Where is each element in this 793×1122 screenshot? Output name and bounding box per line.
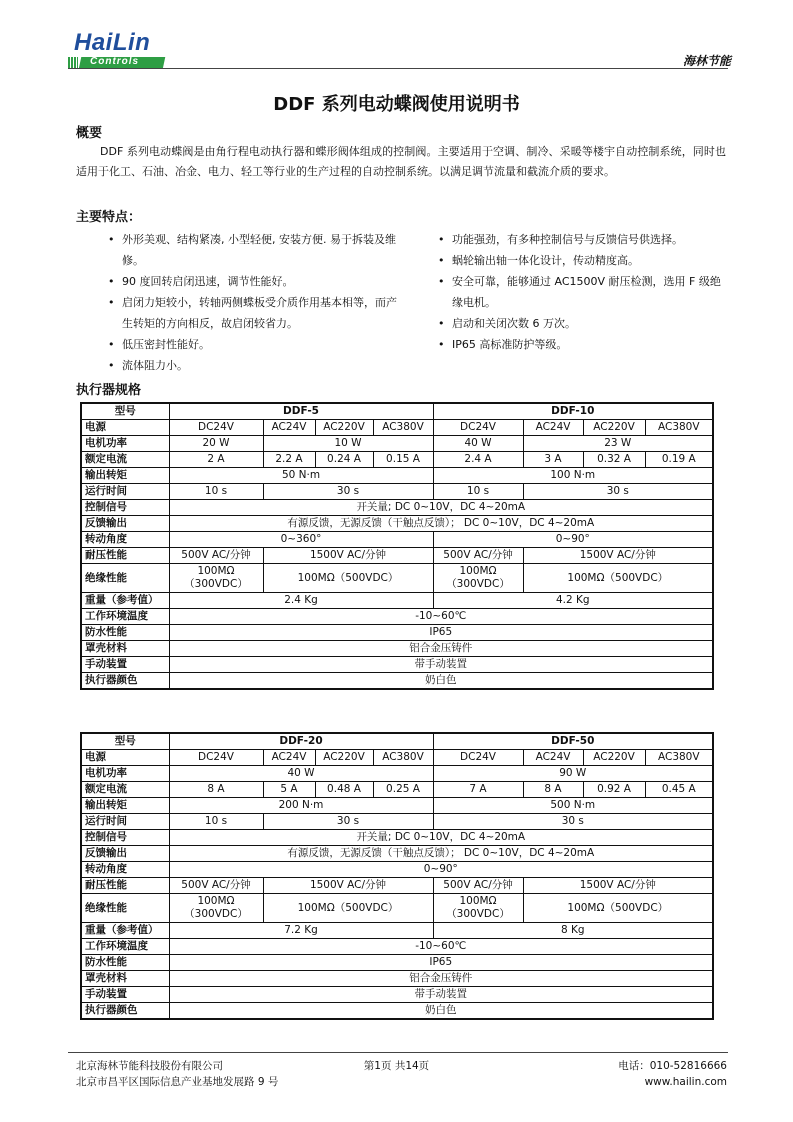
hailin-logo [68,30,168,70]
table-cell: 10 W [263,436,433,452]
table-cell: 500V AC/分钟 [433,548,523,564]
table-cell: -10~60℃ [169,939,713,955]
footer-right [618,1058,727,1090]
row-label: 重量（参考值） [81,593,169,609]
table-cell: 100MΩ（500VDC） [263,564,433,593]
table-cell: 0.32 A [583,452,645,468]
row-label: 绝缘性能 [81,894,169,923]
table-row [81,955,713,971]
table-row [81,1003,713,1020]
footer-address: 北京市昌平区国际信息产业基地发展路 9 号 [76,1076,279,1088]
table-cell: 500V AC/分钟 [169,548,263,564]
spec-table-ddf20-ddf50 [80,732,714,1020]
table-cell: 500V AC/分钟 [433,878,523,894]
table-row [81,609,713,625]
table-cell: 30 s [263,814,433,830]
row-label: 控制信号 [81,830,169,846]
table-cell: AC220V [583,750,645,766]
row-label: 反馈输出 [81,516,169,532]
table-cell: 20 W [169,436,263,452]
table-cell: 0~90° [169,862,713,878]
table-cell: 3 A [523,452,583,468]
table-cell: IP65 [169,625,713,641]
table-cell: DC24V [169,420,263,436]
table-cell: 40 W [433,436,523,452]
model-label: 型号 [81,403,169,420]
table-cell: 0.24 A [315,452,373,468]
table-cell: 30 s [433,814,713,830]
table-row [81,750,713,766]
table-row [81,452,713,468]
table-row [81,733,713,750]
table-cell: 100MΩ （300VDC） [169,894,263,923]
table-cell: 开关量; DC 0~10V，DC 4~20mA [169,830,713,846]
row-label: 绝缘性能 [81,564,169,593]
row-label: 防水性能 [81,955,169,971]
table-cell: 4.2 Kg [433,593,713,609]
row-label: 罩壳材料 [81,641,169,657]
table-row [81,878,713,894]
table-cell: 0~90° [433,532,713,548]
page-number: 第1页 共14页 [363,1060,430,1072]
table-cell: AC380V [373,750,433,766]
table-cell: 带手动装置 [169,987,713,1003]
row-label: 执行器颜色 [81,1003,169,1020]
model-b: DDF-10 [433,403,713,420]
table-cell: AC220V [315,750,373,766]
table-cell: 0.25 A [373,782,433,798]
table-cell: 90 W [433,766,713,782]
row-label: 重量（参考值） [81,923,169,939]
table-cell: DC24V [433,420,523,436]
table-cell: 30 s [263,484,433,500]
feature-item: • 低压密封性能好。 [108,334,398,355]
table-cell: 奶白色 [169,673,713,690]
table-cell: 2 A [169,452,263,468]
table-cell: 0.48 A [315,782,373,798]
footer-company: 北京海林节能科技股份有限公司 [76,1060,223,1072]
table-row [81,532,713,548]
table-cell: 100MΩ（500VDC） [523,894,713,923]
table-cell: 100MΩ（500VDC） [523,564,713,593]
table-cell: AC24V [523,750,583,766]
table-cell: AC24V [263,750,315,766]
features-left [108,229,398,376]
table-cell: 100MΩ （300VDC） [433,564,523,593]
footer-website: www.hailin.com [644,1076,727,1088]
feature-item: • 启闭力矩较小，转轴两侧蝶板受介质作用基本相等，而产生转矩的方向相反，故启闭较省力。 [108,292,398,334]
feature-item: • 90 度回转启闭迅速，调节性能好。 [108,271,398,292]
row-label: 手动装置 [81,657,169,673]
overview-heading: 概要 [76,126,103,141]
feature-item: • 流体阻力小。 [108,355,398,376]
table-row [81,971,713,987]
spec-heading: 执行器规格 [76,383,142,398]
table-cell: DC24V [433,750,523,766]
row-label: 工作环境温度 [81,609,169,625]
table-cell: 0.45 A [645,782,713,798]
table-cell: AC380V [373,420,433,436]
table-row [81,516,713,532]
table-cell: 40 W [169,766,433,782]
table-cell: 500 N·m [433,798,713,814]
table-cell: AC380V [645,750,713,766]
table-cell: 2.2 A [263,452,315,468]
table-cell: DC24V [169,750,263,766]
table-row [81,987,713,1003]
row-label: 电机功率 [81,436,169,452]
table-cell: 0.92 A [583,782,645,798]
row-label: 转动角度 [81,862,169,878]
table-cell: 8 A [169,782,263,798]
table-row [81,830,713,846]
spec-table-ddf5-ddf10 [80,402,714,690]
table-cell: 奶白色 [169,1003,713,1020]
feature-item: • 外形美观、结构紧凑, 小型轻便, 安装方便. 易于拆装及维修。 [108,229,398,271]
table-cell: 5 A [263,782,315,798]
table-cell: 200 N·m [169,798,433,814]
table-row [81,484,713,500]
table-row [81,548,713,564]
model-label: 型号 [81,733,169,750]
features-right [438,229,724,355]
feature-item: • 功能强劲，有多种控制信号与反馈信号供选择。 [438,229,724,250]
feature-item: • IP65 高标准防护等级。 [438,334,724,355]
table-row [81,420,713,436]
table-cell: 有源反馈，无源反馈（干触点反馈）； DC 0~10V，DC 4~20mA [169,516,713,532]
table-cell: 1500V AC/分钟 [263,878,433,894]
table-cell: 10 s [433,484,523,500]
table-cell: 0.15 A [373,452,433,468]
row-label: 电源 [81,750,169,766]
row-label: 输出转矩 [81,468,169,484]
overview-text: DDF 系列电动蝶阀是由角行程电动执行器和蝶形阀体组成的控制阀。主要适用于空调、制冷、采暖等楼宇自动控制系统，同时也适用于化工、石油、冶金、电力、轻工等行业的生产过程的自动控制系统。以满足调节流量和截流介质的要求。 [76,145,726,178]
row-label: 电源 [81,420,169,436]
footer-phone: 电话：010-52816666 [618,1060,727,1072]
table-cell: 100MΩ （300VDC） [169,564,263,593]
table-row [81,923,713,939]
row-label: 输出转矩 [81,798,169,814]
row-label: 控制信号 [81,500,169,516]
table-row [81,673,713,690]
table-cell: 50 N·m [169,468,433,484]
table-cell: 500V AC/分钟 [169,878,263,894]
table-cell: 1500V AC/分钟 [523,878,713,894]
table-row [81,468,713,484]
table-row [81,403,713,420]
table-row [81,641,713,657]
table-cell: 有源反馈，无源反馈（干触点反馈）； DC 0~10V，DC 4~20mA [169,846,713,862]
table-cell: 30 s [523,484,713,500]
feature-item: • 启动和关闭次数 6 万次。 [438,313,724,334]
table-row [81,500,713,516]
table-cell: 10 s [169,814,263,830]
table-cell: AC220V [315,420,373,436]
row-label: 额定电流 [81,782,169,798]
table-cell: 8 A [523,782,583,798]
table-cell: 7.2 Kg [169,923,433,939]
footer-divider [68,1052,728,1053]
table-cell: AC24V [263,420,315,436]
row-label: 罩壳材料 [81,971,169,987]
table-cell: AC220V [583,420,645,436]
table-row [81,798,713,814]
table-cell: 开关量; DC 0~10V，DC 4~20mA [169,500,713,516]
logo-sub: Controls [90,56,140,67]
table-row [81,862,713,878]
table-row [81,939,713,955]
table-cell: AC380V [645,420,713,436]
table-row [81,436,713,452]
row-label: 反馈输出 [81,846,169,862]
table-row [81,766,713,782]
table-row [81,894,713,923]
table-row [81,657,713,673]
page-title: DDF 系列电动蝶阀使用说明书 [273,94,520,115]
table-cell: 2.4 Kg [169,593,433,609]
table-cell: 带手动装置 [169,657,713,673]
table-row [81,593,713,609]
row-label: 运行时间 [81,484,169,500]
row-label: 额定电流 [81,452,169,468]
row-label: 防水性能 [81,625,169,641]
logo-word: HaiLin [74,29,151,56]
model-b: DDF-50 [433,733,713,750]
table-row [81,782,713,798]
row-label: 耐压性能 [81,878,169,894]
brand-name: 海林节能 [682,54,731,68]
model-a: DDF-20 [169,733,433,750]
table-cell: 23 W [523,436,713,452]
table-cell: 铝合金压铸件 [169,971,713,987]
table-cell: IP65 [169,955,713,971]
table-cell: AC24V [523,420,583,436]
table-cell: 0.19 A [645,452,713,468]
row-label: 耐压性能 [81,548,169,564]
table-row [81,625,713,641]
row-label: 手动装置 [81,987,169,1003]
table-cell: 100 N·m [433,468,713,484]
table-row [81,846,713,862]
table-cell: -10~60℃ [169,609,713,625]
row-label: 电机功率 [81,766,169,782]
features-heading: 主要特点： [76,210,142,225]
feature-item: • 安全可靠，能够通过 AC1500V 耐压检测，选用 F 级绝缘电机。 [438,271,724,313]
table-cell: 7 A [433,782,523,798]
table-cell: 铝合金压铸件 [169,641,713,657]
table-cell: 2.4 A [433,452,523,468]
header-divider [68,68,728,69]
table-row [81,814,713,830]
row-label: 运行时间 [81,814,169,830]
row-label: 执行器颜色 [81,673,169,690]
model-a: DDF-5 [169,403,433,420]
table-cell: 8 Kg [433,923,713,939]
table-cell: 10 s [169,484,263,500]
table-cell: 100MΩ （300VDC） [433,894,523,923]
feature-item: • 蜗轮输出轴一体化设计，传动精度高。 [438,250,724,271]
table-cell: 0~360° [169,532,433,548]
table-cell: 1500V AC/分钟 [523,548,713,564]
row-label: 工作环境温度 [81,939,169,955]
table-cell: 100MΩ（500VDC） [263,894,433,923]
table-cell: 1500V AC/分钟 [263,548,433,564]
table-row [81,564,713,593]
row-label: 转动角度 [81,532,169,548]
